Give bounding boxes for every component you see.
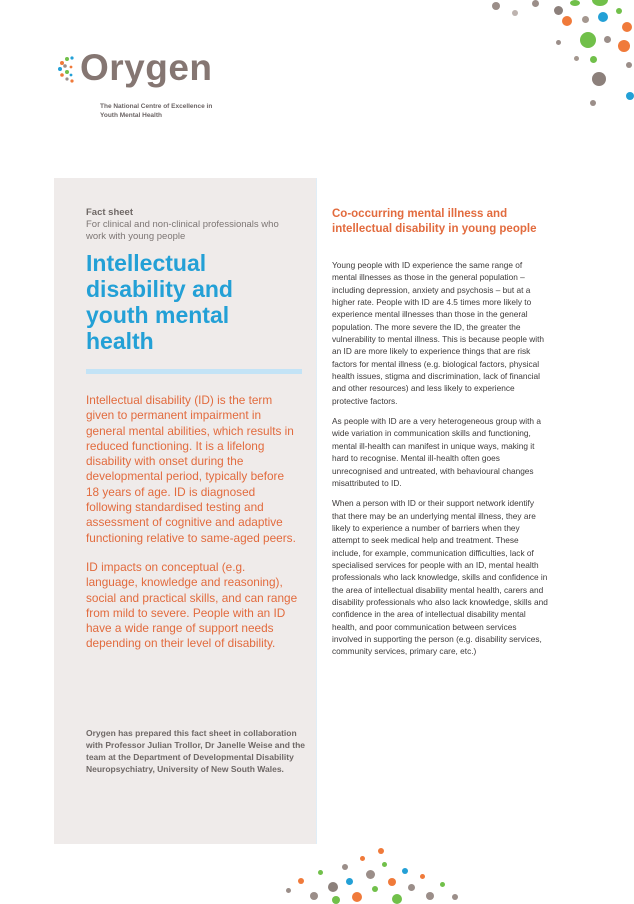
decorative-dots-top: [470, 0, 634, 110]
intro-text: [86, 393, 298, 666]
body-paragraph: When a person with ID or their support network identify that there may be an underlying mental illness, they are likely to experience a number of barriers when they attempt to seek medical help and treatment. These include, for example, communication difficulties, lack of specialised services for people with an ID, mental health professionals who lack knowledge, skills and confidence in the area of intellectual disability mental health, carers and disability professionals who also lack knowledge, skills and confidence in the area of intellectual disability mental health, and poor communication between services involved in supporting the person (e.g. disability services, community services, primary care, etc.): [332, 498, 548, 657]
kicker-subtitle: For clinical and non-clinical professionals who work with young people: [86, 219, 279, 242]
body-paragraph: As people with ID are a very heterogeneous group with a wide variation in communication skills and functioning, mental ill-health can manifest in unique ways, making it hard to recognise. Mental ill-health often goes unrecognised and untreated, with behavioural changes misattributed to ID.: [332, 416, 541, 488]
kicker-title: Fact sheet: [86, 207, 133, 218]
body-paragraph: Young people with ID experience the same range of mental illnesses as those in the general population – including depression, anxiety and psychosis – but at a higher rate. People with ID are 4.5 times more likely to experience mental illnesses than those in the general population. The more severe the ID, the greater the vulnerability to mental illness. This is because people with an ID are more likely to experience things that are risk factors for mental illness (e.g. biological factors, physical health issues, stigma and discrimination, lack of financial and other resources) and less likely to experience protective factors.: [332, 260, 544, 406]
credit-note: Orygen has prepared this fact sheet in collaboration with Professor Julian Trollor, Dr Janelle Weise and the team at the Department of Developmental Disability Neuropsychiatry, University of New South Wales.: [86, 728, 306, 774]
page-title: Intellectual disability and youth mental health: [86, 250, 233, 354]
section-body: [332, 259, 548, 666]
intro-paragraph: Intellectual disability (ID) is the term given to permanent impairment in general mental abilities, which results in reduced functioning. It is a lifelong disability with onset during the developmental period, typically before 18 years of age. ID is diagnosed following standardised testing and assessment of cognitive and adaptive functioning relative to same-aged peers.: [86, 393, 296, 545]
column-divider: [316, 178, 317, 844]
section-heading: Co-occurring mental illness and intellectual disability in young people: [332, 208, 537, 235]
logo-wordmark: Orygen: [80, 47, 213, 88]
decorative-dots-bottom: [280, 848, 480, 904]
logo-tagline: The National Centre of Excellence in Youth Mental Health: [100, 103, 213, 119]
title-underline: [86, 369, 302, 374]
intro-paragraph: ID impacts on conceptual (e.g. language, knowledge and reasoning), social and practical skills, and can range from mild to severe. People with an ID have a wide range of support needs depending on their level of disability.: [86, 559, 298, 651]
fact-sheet-kicker: [86, 207, 296, 243]
